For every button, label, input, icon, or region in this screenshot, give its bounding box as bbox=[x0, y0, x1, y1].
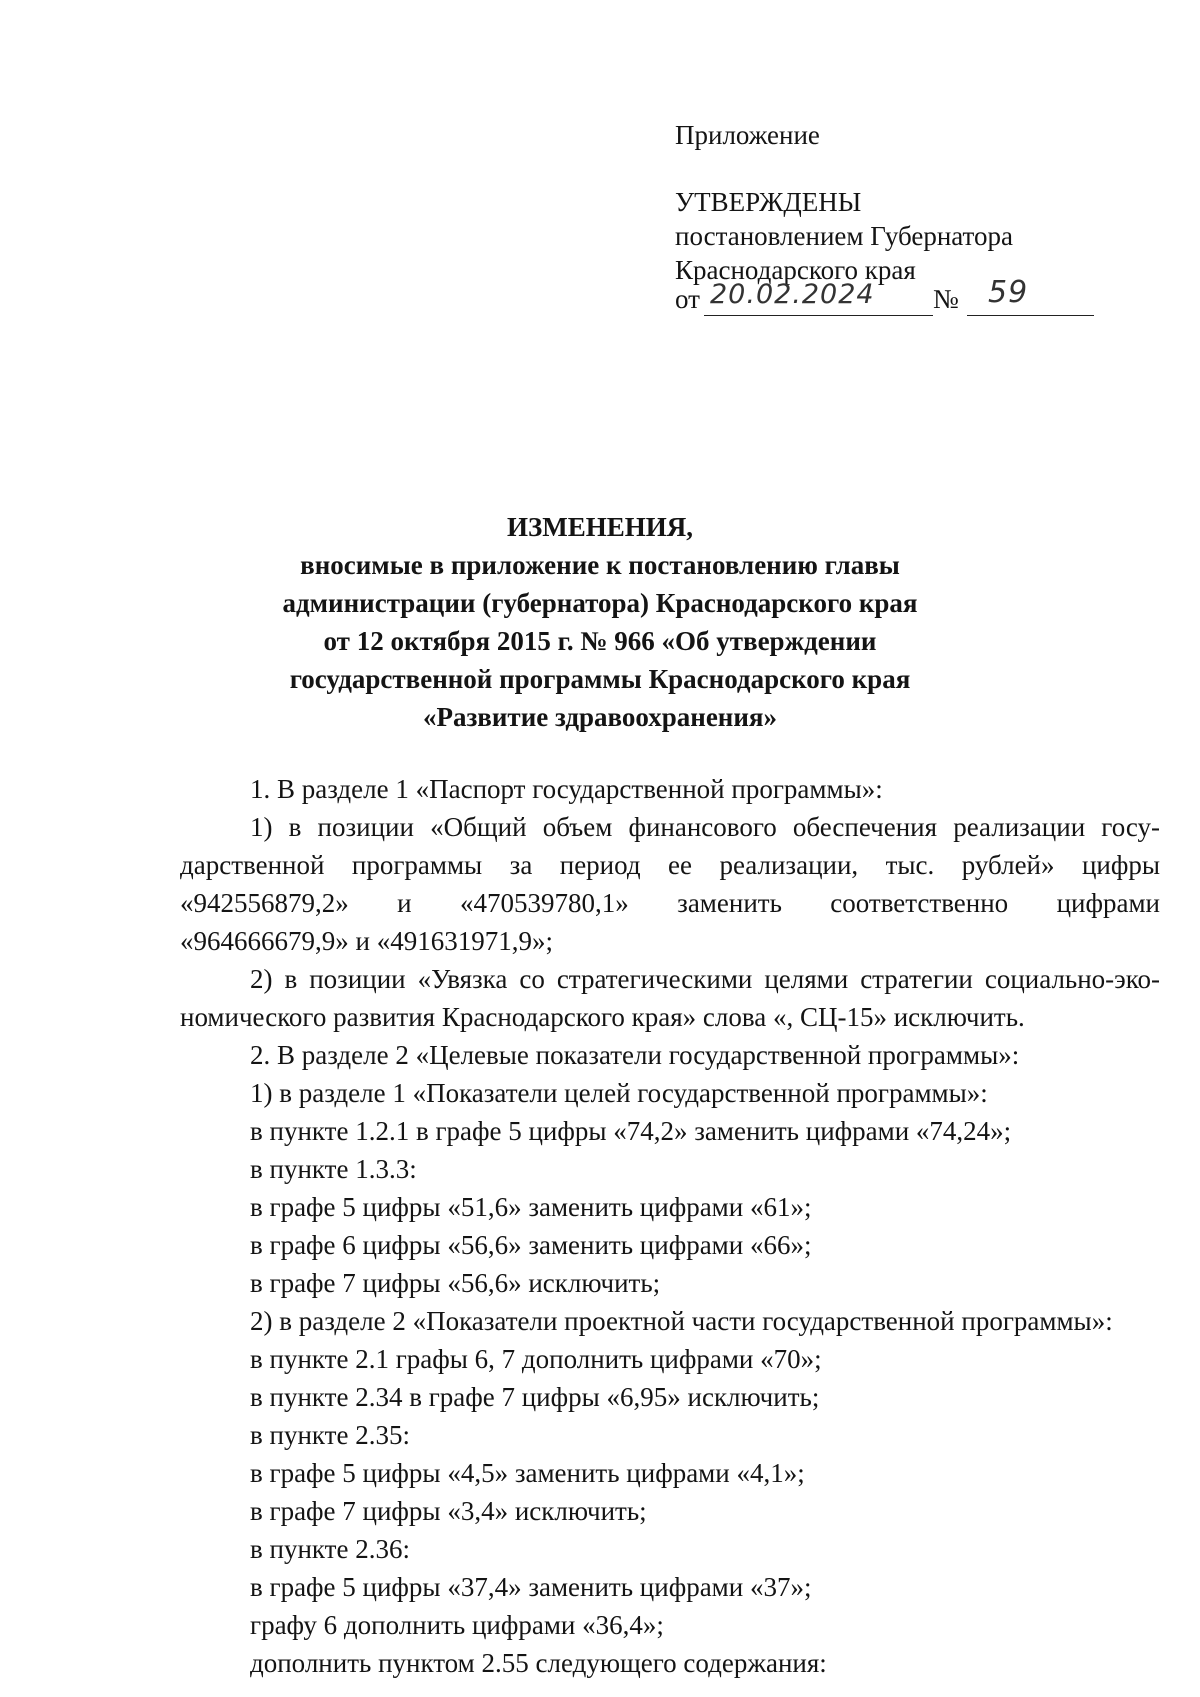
paragraph-line: 1) в позиции «Общий объем финансового обеспечения реализации госу- bbox=[250, 812, 1160, 842]
paragraph-line: в графе 7 цифры «56,6» исключить; bbox=[250, 1268, 661, 1298]
date-prefix: от bbox=[675, 284, 700, 314]
number-prefix: № bbox=[933, 284, 959, 314]
paragraph-line: в пункте 2.1 графы 6, 7 дополнить цифрами «70»; bbox=[250, 1344, 822, 1374]
approved-by-line-2: Краснодарского края bbox=[675, 255, 916, 285]
paragraph-line: в графе 5 цифры «4,5» заменить цифрами «4,1»; bbox=[250, 1458, 805, 1488]
paragraph-line: 2. В разделе 2 «Целевые показатели государственной программы»: bbox=[250, 1040, 1020, 1070]
paragraph-line: «964666679,9» и «491631971,9»; bbox=[180, 926, 553, 956]
paragraph-line: в графе 7 цифры «3,4» исключить; bbox=[250, 1496, 647, 1526]
title-line-1: ИЗМЕНЕНИЯ, bbox=[506, 512, 693, 542]
paragraph-line: в графе 6 цифры «56,6» заменить цифрами «66»; bbox=[250, 1230, 812, 1260]
document-title bbox=[0, 508, 1200, 736]
paragraph-line: в пункте 1.3.3: bbox=[250, 1154, 417, 1184]
paragraph-line: в графе 5 цифры «51,6» заменить цифрами «61»; bbox=[250, 1192, 812, 1222]
paragraph-line: графу 6 дополнить цифрами «36,4»; bbox=[250, 1610, 664, 1640]
paragraph-line: номического развития Краснодарского края» слова «, СЦ-15» исключить. bbox=[180, 1002, 1025, 1032]
handwritten-date: 20.02.2024 bbox=[710, 279, 875, 310]
paragraph-line: дополнить пунктом 2.55 следующего содержания: bbox=[250, 1648, 827, 1678]
paragraph-line: в пункте 2.35: bbox=[250, 1420, 410, 1450]
paragraph-line: «942556879,2» и «470539780,1» заменить соответственно цифрами bbox=[180, 888, 1160, 918]
approved-by-line-1: постановлением Губернатора bbox=[675, 221, 1013, 251]
paragraph-line: 2) в позиции «Увязка со стратегическими целями стратегии социально-эко- bbox=[250, 964, 1160, 994]
approved-heading: УТВЕРЖДЕНЫ bbox=[675, 187, 862, 217]
paragraph-line: 1) в разделе 1 «Показатели целей государственной программы»: bbox=[250, 1078, 988, 1108]
title-line-5: государственной программы Краснодарского края bbox=[289, 664, 911, 694]
paragraph-line: в пункте 1.2.1 в графе 5 цифры «74,2» заменить цифрами «74,24»; bbox=[250, 1116, 1012, 1146]
paragraph-line: дарственной программы за период ее реализации, тыс. рублей» цифры bbox=[180, 850, 1160, 880]
title-line-3: администрации (губернатора) Краснодарского края bbox=[282, 588, 918, 618]
title-line-6: «Развитие здравоохранения» bbox=[422, 702, 778, 732]
paragraph-line: в пункте 2.36: bbox=[250, 1534, 410, 1564]
paragraph-line: 1. В разделе 1 «Паспорт государственной программы»: bbox=[250, 774, 883, 804]
handwritten-number: 59 bbox=[988, 275, 1029, 310]
date-underline bbox=[704, 315, 933, 316]
paragraph-line: в пункте 2.34 в графе 7 цифры «6,95» исключить; bbox=[250, 1382, 820, 1412]
paragraph-line: в графе 5 цифры «37,4» заменить цифрами «37»; bbox=[250, 1572, 812, 1602]
paragraph-line: 2) в разделе 2 «Показатели проектной части государственной программы»: bbox=[250, 1306, 1113, 1336]
document-body bbox=[180, 770, 1160, 1682]
title-line-4: от 12 октября 2015 г. № 966 «Об утверждении bbox=[323, 626, 877, 656]
appendix-label: Приложение bbox=[675, 120, 820, 150]
title-line-2: вносимые в приложение к постановлению главы bbox=[300, 550, 900, 580]
number-underline bbox=[967, 315, 1094, 316]
